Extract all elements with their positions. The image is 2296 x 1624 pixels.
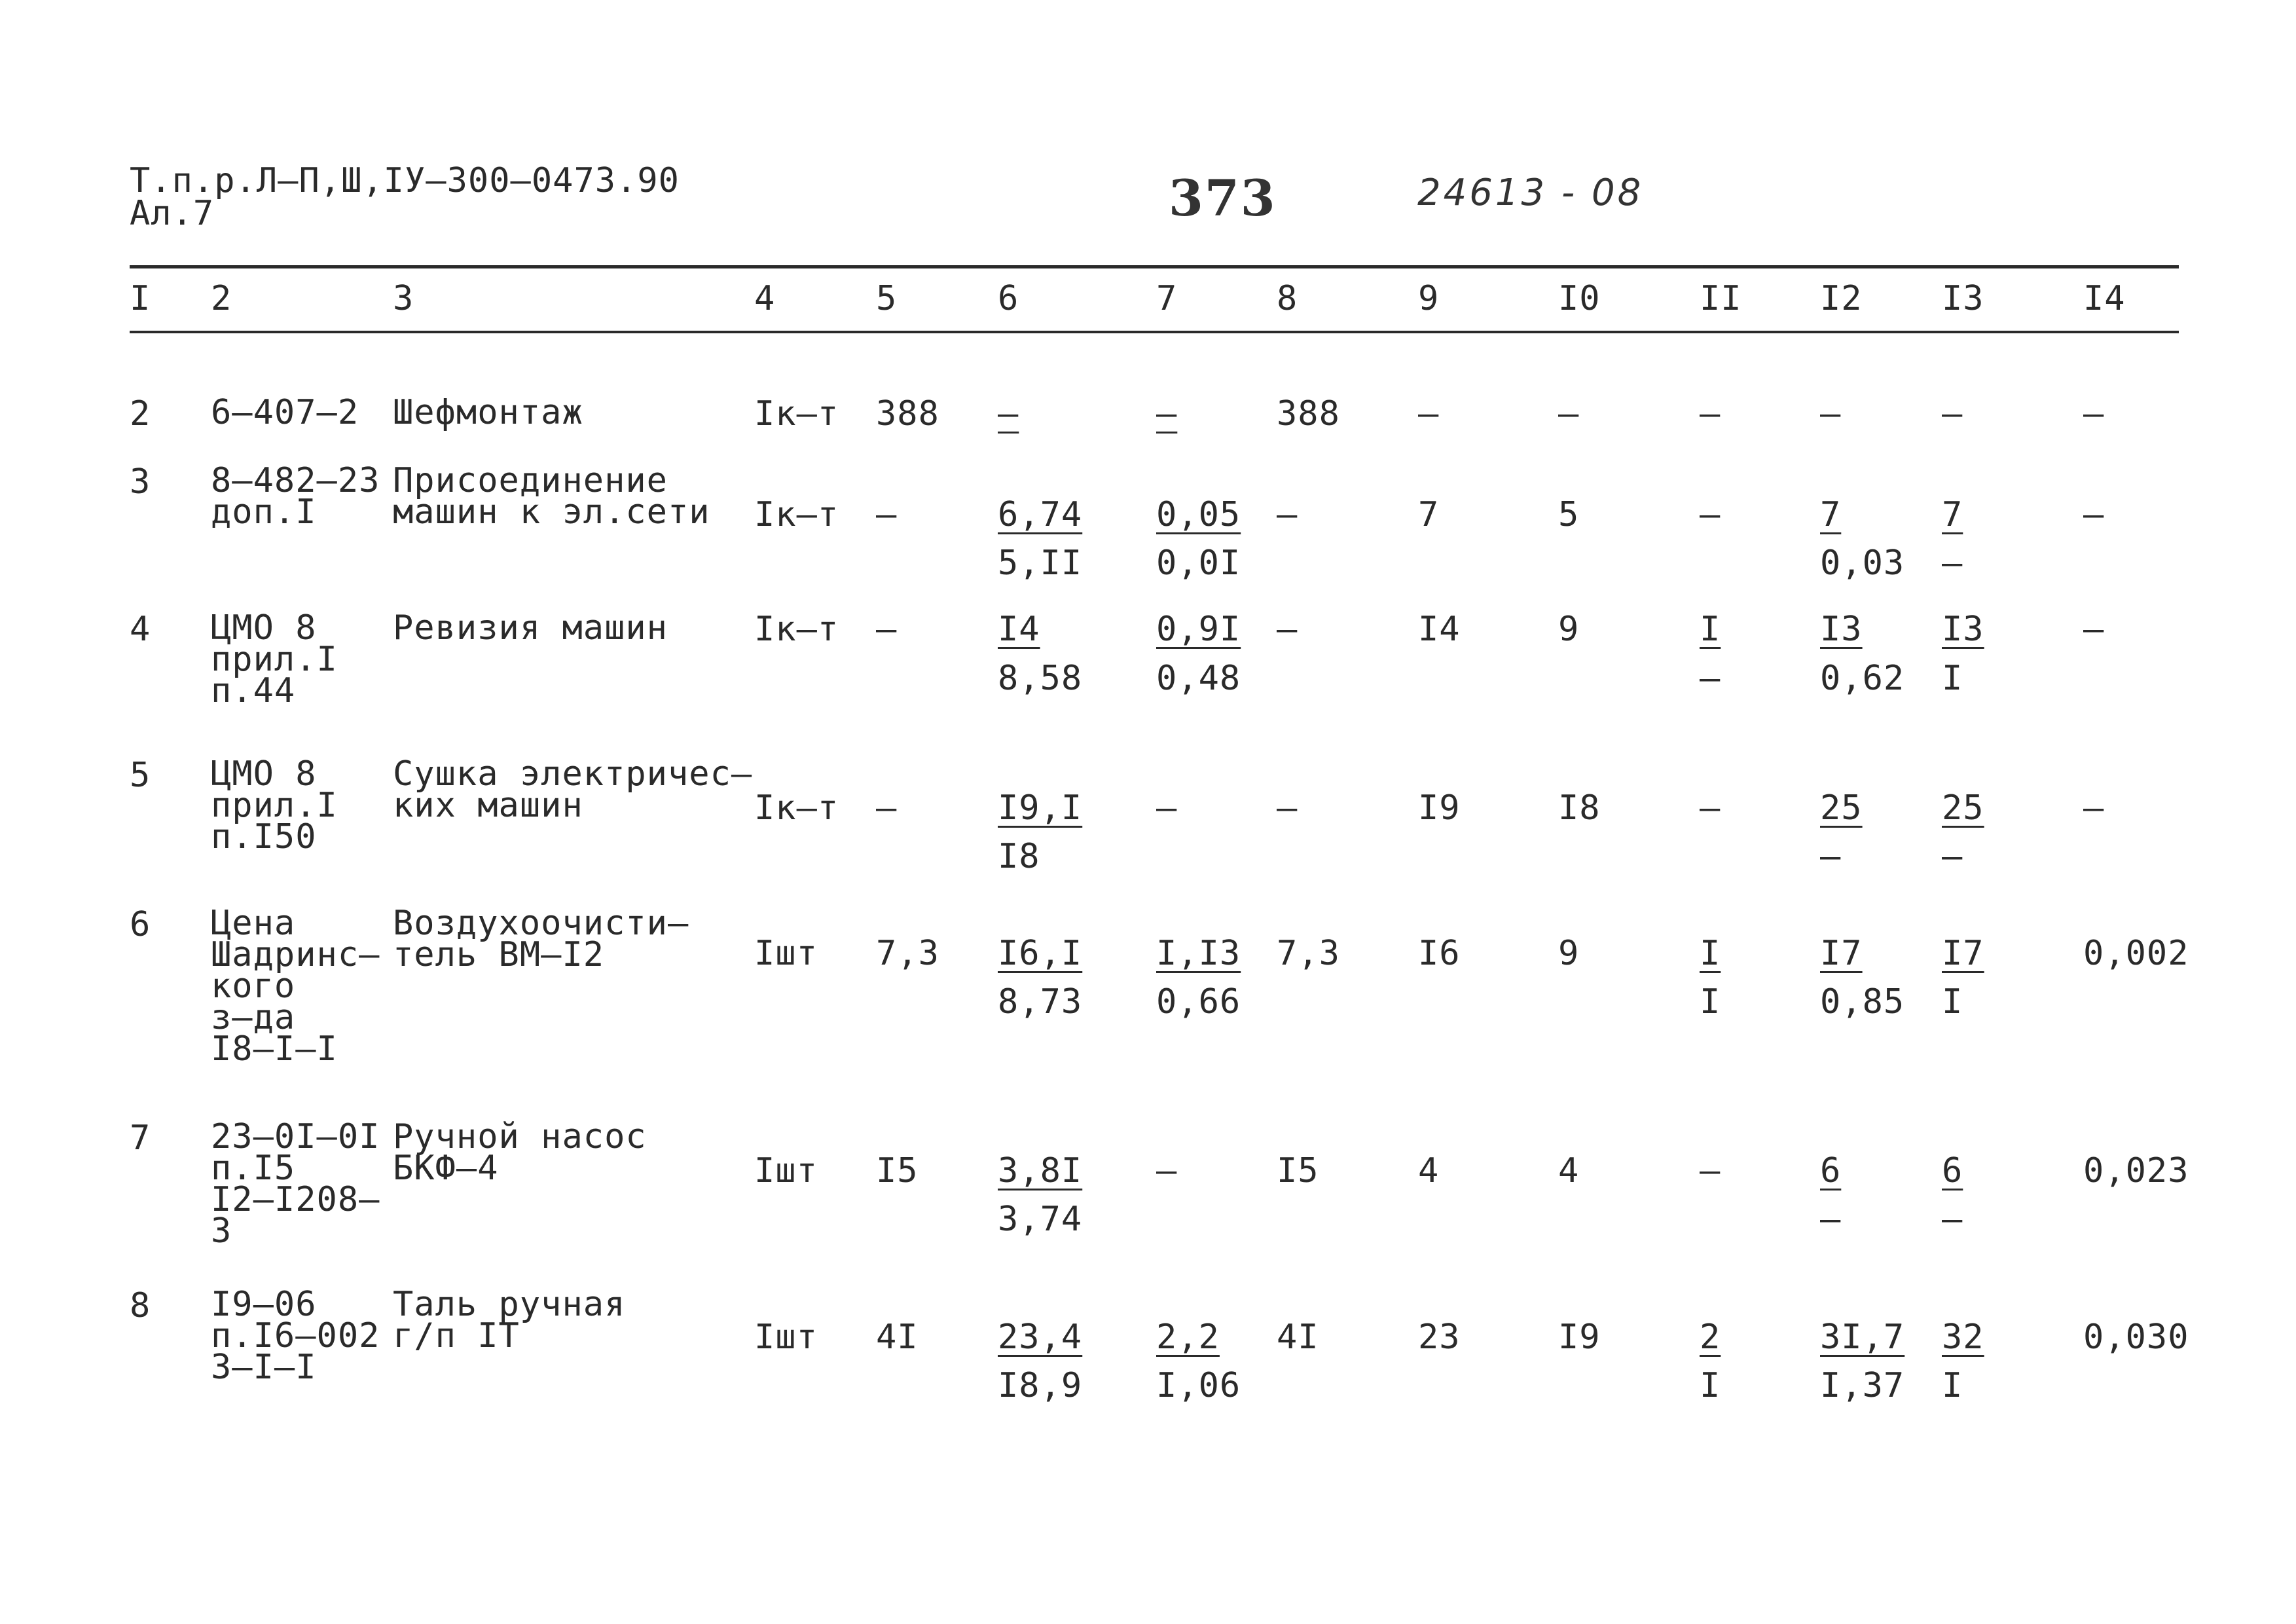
- row-col8: –: [1277, 788, 1298, 828]
- row-col9: I4: [1418, 610, 1461, 649]
- row-col14: –: [2083, 495, 2105, 534]
- row-col11-top: –: [1700, 495, 1721, 534]
- row-col5: –: [876, 610, 898, 649]
- row-col12-top: 25: [1820, 788, 1863, 828]
- row-code: Цена Шадринс– кого з–да I8–I–I: [211, 904, 380, 1069]
- row-col6-top: I4: [998, 610, 1040, 649]
- row-col13-bottom: I: [1942, 982, 1963, 1022]
- row-col10: I8: [1558, 788, 1601, 828]
- row-col8: I5: [1277, 1151, 1319, 1190]
- column-header-2: 2: [211, 279, 232, 318]
- row-code: 23–0I–0I п.I5 I2–I208– 3: [211, 1117, 380, 1251]
- row-col13-bottom: I: [1942, 1366, 1963, 1405]
- row-col8: 7,3: [1277, 934, 1340, 973]
- row-col14: 0,023: [2083, 1151, 2189, 1190]
- row-col13-top: 32: [1942, 1318, 1984, 1357]
- row-col9: 23: [1418, 1318, 1461, 1357]
- row-col7-top: I,I3: [1156, 934, 1241, 973]
- row-col13-top: 6: [1942, 1151, 1963, 1190]
- row-col12-top: 7: [1820, 495, 1842, 534]
- row-code: 8–482–23 доп.I: [211, 461, 380, 532]
- table-top-rule: [130, 265, 2179, 268]
- row-col11-top: I: [1700, 610, 1721, 649]
- column-header-5: 5: [876, 279, 898, 318]
- column-header-13: I3: [1942, 279, 1984, 318]
- column-header-14: I4: [2083, 279, 2126, 318]
- row-col6-bottom: 8,73: [998, 982, 1083, 1022]
- row-col11-top: –: [1700, 788, 1721, 828]
- page-number: 373: [1169, 169, 1277, 227]
- row-col12-top: I7: [1820, 934, 1863, 973]
- column-header-10: I0: [1558, 279, 1601, 318]
- row-number: 7: [130, 1118, 151, 1158]
- row-col14: –: [2083, 610, 2105, 649]
- row-name: Шефмонтаж: [393, 393, 583, 432]
- row-col10: 9: [1558, 610, 1580, 649]
- row-col7-bottom: 0,0I: [1156, 544, 1241, 583]
- row-col6-bottom: 5,II: [998, 544, 1083, 583]
- row-col11-bottom: I: [1700, 982, 1721, 1022]
- row-col13-top: 7: [1942, 495, 1963, 534]
- row-name: Воздухоочисти– тель ВМ–I2: [393, 904, 689, 974]
- column-header-8: 8: [1277, 279, 1298, 318]
- row-col9: I6: [1418, 934, 1461, 973]
- row-unit: Iшт: [754, 1151, 818, 1190]
- row-name: Ревизия машин: [393, 608, 668, 648]
- row-name: Сушка электричес– ких машин: [393, 754, 753, 825]
- row-unit: Iк–т: [754, 394, 839, 434]
- row-col11-top: –: [1700, 394, 1721, 434]
- row-col7-bottom: 0,66: [1156, 982, 1241, 1022]
- row-col7-top: 0,05: [1156, 495, 1241, 534]
- row-col6-bottom: 3,74: [998, 1200, 1083, 1239]
- row-col9: I9: [1418, 788, 1461, 828]
- row-unit: Iк–т: [754, 495, 839, 534]
- row-col6-top: 6,74: [998, 495, 1083, 534]
- row-col7-top: –: [1156, 788, 1178, 828]
- row-name: Присоединение машин к эл.сети: [393, 461, 710, 532]
- row-col6-bottom: I8,9: [998, 1366, 1083, 1405]
- row-col13-bottom: I: [1942, 659, 1963, 698]
- row-col8: –: [1277, 495, 1298, 534]
- row-col7-top: –: [1156, 394, 1178, 434]
- row-col10: –: [1558, 394, 1580, 434]
- row-number: 4: [130, 610, 151, 649]
- row-code: ЦМО 8 прил.I п.44: [211, 608, 338, 710]
- row-col14: 0,002: [2083, 934, 2189, 973]
- row-col13-top: 25: [1942, 788, 1984, 828]
- column-header-6: 6: [998, 279, 1019, 318]
- row-col6-top: 3,8I: [998, 1151, 1083, 1190]
- row-col6-bottom: 8,58: [998, 659, 1083, 698]
- row-col12-top: 6: [1820, 1151, 1842, 1190]
- row-name: Ручной насос БКФ–4: [393, 1117, 647, 1188]
- row-col11-top: I: [1700, 934, 1721, 973]
- row-unit: Iшт: [754, 1318, 818, 1357]
- row-col7-top: 2,2: [1156, 1318, 1220, 1357]
- row-col5: 388: [876, 394, 939, 434]
- row-col13-top: –: [1942, 394, 1963, 434]
- row-col9: –: [1418, 394, 1440, 434]
- row-col13-top: I7: [1942, 934, 1984, 973]
- row-col12-bottom: –: [1820, 837, 1842, 876]
- row-col10: 9: [1558, 934, 1580, 973]
- row-col11-top: –: [1700, 1151, 1721, 1190]
- row-col6-top: I9,I: [998, 788, 1083, 828]
- row-col5: I5: [876, 1151, 919, 1190]
- row-col9: 7: [1418, 495, 1440, 534]
- row-col14: –: [2083, 788, 2105, 828]
- row-col7-bottom: 0,48: [1156, 659, 1241, 698]
- row-col6-top: –: [998, 394, 1019, 434]
- row-col13-bottom: –: [1942, 544, 1963, 583]
- row-number: 6: [130, 905, 151, 944]
- row-col12-bottom: 0,85: [1820, 982, 1905, 1022]
- row-col8: 4I: [1277, 1318, 1319, 1357]
- row-number: 5: [130, 756, 151, 795]
- row-col12-bottom: 0,62: [1820, 659, 1905, 698]
- row-code: I9–06 п.I6–002 3–I–I: [211, 1285, 380, 1387]
- row-col11-top: 2: [1700, 1318, 1721, 1357]
- column-header-11: II: [1700, 279, 1742, 318]
- row-number: 3: [130, 462, 151, 502]
- row-col12-bottom: 0,03: [1820, 544, 1905, 583]
- row-col5: –: [876, 788, 898, 828]
- row-number: 8: [130, 1286, 151, 1325]
- row-col5: 7,3: [876, 934, 939, 973]
- row-col12-bottom: I,37: [1820, 1366, 1905, 1405]
- column-header-9: 9: [1418, 279, 1440, 318]
- row-code: ЦМО 8 прил.I п.I50: [211, 754, 338, 857]
- row-col6-bottom: I8: [998, 837, 1040, 876]
- row-col12-top: I3: [1820, 610, 1863, 649]
- row-col7-top: –: [1156, 1151, 1178, 1190]
- row-col5: –: [876, 495, 898, 534]
- row-col5: 4I: [876, 1318, 919, 1357]
- table-header-rule: [130, 331, 2179, 333]
- row-col11-bottom: I: [1700, 1366, 1721, 1405]
- row-col10: I9: [1558, 1318, 1601, 1357]
- row-col14: 0,030: [2083, 1318, 2189, 1357]
- column-header-4: 4: [754, 279, 776, 318]
- column-header-12: I2: [1820, 279, 1863, 318]
- row-col7-bottom: I,06: [1156, 1366, 1241, 1405]
- row-col13-bottom: –: [1942, 837, 1963, 876]
- row-code: 6–407–2: [211, 393, 359, 432]
- album-label: Ал.7: [130, 194, 215, 233]
- row-unit: Iк–т: [754, 610, 839, 649]
- inventory-number: 24613 - 08: [1417, 172, 1644, 214]
- row-col6-top: I6,I: [998, 934, 1083, 973]
- row-col6-top: 23,4: [998, 1318, 1083, 1357]
- row-col8: –: [1277, 610, 1298, 649]
- row-col14: –: [2083, 394, 2105, 434]
- row-col12-top: 3I,7: [1820, 1318, 1905, 1357]
- row-number: 2: [130, 394, 151, 434]
- column-header-1: I: [130, 279, 151, 318]
- row-col12-top: –: [1820, 394, 1842, 434]
- row-col7-top: 0,9I: [1156, 610, 1241, 649]
- column-header-7: 7: [1156, 279, 1178, 318]
- row-unit: Iшт: [754, 934, 818, 973]
- row-col11-bottom: –: [1700, 659, 1721, 698]
- row-col10: 4: [1558, 1151, 1580, 1190]
- document-code: Т.п.р.Л–П,Ш,IУ–300–0473.90: [130, 161, 680, 200]
- row-col13-top: I3: [1942, 610, 1984, 649]
- row-col9: 4: [1418, 1151, 1440, 1190]
- row-name: Таль ручная г/п IТ: [393, 1285, 626, 1356]
- row-col13-bottom: –: [1942, 1200, 1963, 1239]
- column-header-3: 3: [393, 279, 414, 318]
- row-col10: 5: [1558, 495, 1580, 534]
- row-col12-bottom: –: [1820, 1200, 1842, 1239]
- row-unit: Iк–т: [754, 788, 839, 828]
- row-col8: 388: [1277, 394, 1340, 434]
